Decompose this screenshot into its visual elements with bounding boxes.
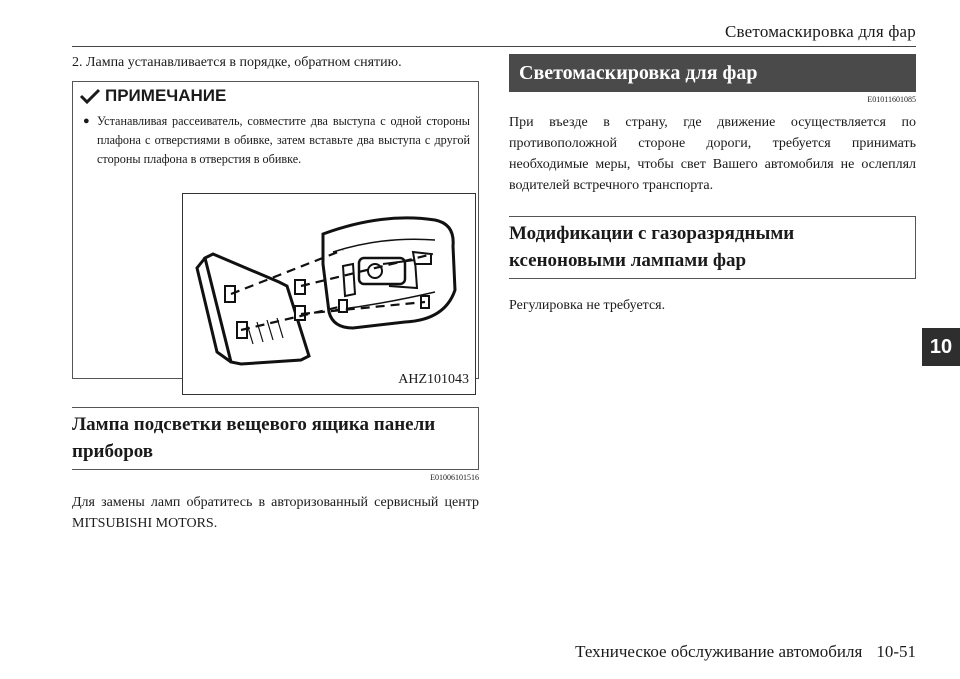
page-footer [575,642,916,662]
step-text: 2. Лампа устанавливается в порядке, обратном снятию. [72,55,402,70]
right-column [509,54,916,316]
chapter-tab: 10 [922,328,960,366]
note-bullet-text: Устанавливая рассеиватель, совместите два выступа с одной стороны плафона с отверстиями в обивке, затем вставьте два выступа с другой стороны плафона в отверстия в обивке. [97,114,470,166]
section-code: E01011601085 [867,95,916,104]
subheading-xenon-models: Модификации с газоразрядными ксеноновыми лампами фар [509,216,916,279]
section-code: E01006101516 [430,473,479,482]
note-bullet-item [73,106,478,169]
note-box [72,81,479,387]
subheading-text: Регулировка не требуется. [509,298,666,313]
section-text: При въезде в страну, где движение осуществляется по противоположной стороне дороги, требуется принимать необходимые меры, чтобы свет Вашего автомобиля не ослеплял водителей встречного транспорта. [509,115,916,193]
bullet-dot-icon: ● [83,115,90,127]
page-header-title: Светомаскировка для фар [725,22,916,41]
section-heading-glovebox-lamp: Лампа подсветки вещевого ящика панели приборов [72,407,479,470]
page-number: 10-51 [876,642,916,661]
note-title: ПРИМЕЧАНИЕ [105,86,227,105]
lamp-lens-illustration [182,193,476,395]
left-column [72,54,479,534]
lamp-diagram-icon [183,194,475,394]
section-text: Для замены ламп обратитесь в авторизованный сервисный центр MITSUBISHI MOTORS. [72,495,479,531]
note-header [73,82,478,106]
header-divider [72,46,916,47]
footer-section-title: Техническое обслуживание автомобиля [575,642,863,661]
figure-code: AHZ101043 [398,372,469,387]
checkmark-icon [79,88,101,104]
section-heading-headlight-masking: Светомаскировка для фар [509,54,916,92]
